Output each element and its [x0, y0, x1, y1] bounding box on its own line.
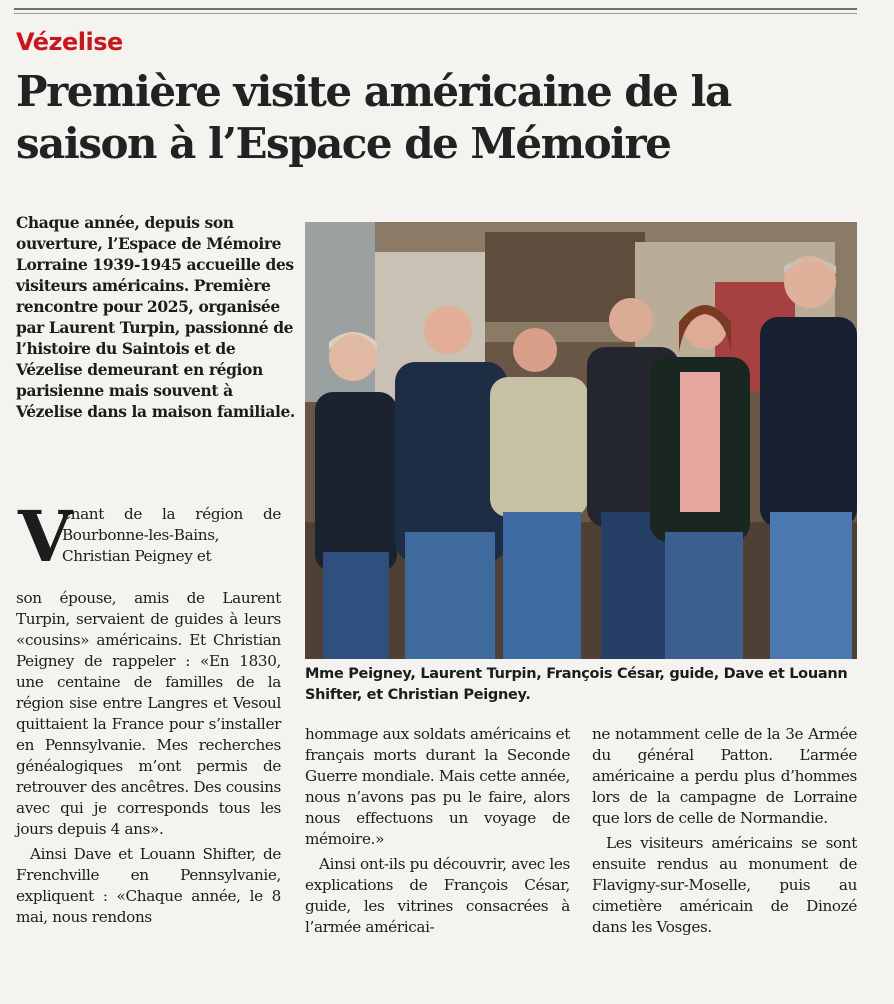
body-paragraph-6: Les visiteurs américains se sont ensuite rendus au monument de Flavigny-sur-Moselle, puis au cimetière américain de Dinozé dans les Vosges.: [592, 834, 857, 936]
body-paragraph-4: Ainsi ont-ils pu découvrir, avec les explications de François César, guide, les vitrines consacrées à l’armée américai-: [305, 855, 570, 936]
body-paragraph-1-lead: enant de la région de Bourbonne-les-Bains, Christian Peigney et: [62, 505, 281, 565]
photo-caption: Mme Peigney, Laurent Turpin, François César, guide, Dave et Louann Shifter, et Christian Peigney.: [305, 666, 848, 703]
section-kicker: Vézelise: [16, 28, 123, 56]
body-paragraph-2: Ainsi Dave et Louann Shifter, de Frenchville en Pennsylvanie, expliquent : «Chaque année, le 8 mai, nous rendons: [16, 845, 281, 926]
drop-cap: V: [18, 495, 72, 578]
article-headline: Première visite américaine de la saison à l’Espace de Mémoire: [16, 67, 731, 168]
article-column-1: [16, 495, 281, 928]
top-rule: [14, 8, 857, 14]
body-paragraph-5: ne notamment celle de la 3e Armée du général Patton. L’armée américaine a perdu plus d’hommes lors de la campagne de Lorraine que lors de celle de Normandie.: [592, 725, 857, 827]
article-column-3: [592, 724, 857, 938]
article-column-2: [305, 724, 570, 938]
article-photo: [305, 222, 857, 659]
body-paragraph-3: hommage aux soldats américains et français morts durant la Seconde Guerre mondiale. Mais cette année, nous n’avons pas pu le faire, alors nous effectuons un voyage de mémoire.»: [305, 725, 570, 848]
group-photo-image: [305, 222, 857, 659]
article-lead: Chaque année, depuis son ouverture, l’Espace de Mémoire Lorraine 1939-1945 accueille des visiteurs américains. Première rencontre pour 2025, organisée par Laurent Turpin, passionné de l’histoire du Saintois et de Vézelise demeurant en région parisienne mais souvent à Vézelise dans la maison familiale.: [16, 213, 295, 421]
body-paragraph-1: son épouse, amis de Laurent Turpin, servaient de guides à leurs «cousins» américains. Et Christian Peigney de rappeler : «En 1830, une centaine de familles de la région sise entre Langres et Vesoul quittaient la France pour s’installer en Pennsylvanie. Mes recherches généalogiques m’ont permis de retrouver des ancêtres. Des cousins avec qui je corresponds tous les jours depuis 4 ans».: [16, 589, 281, 838]
dropcap-paragraph: [16, 495, 281, 588]
